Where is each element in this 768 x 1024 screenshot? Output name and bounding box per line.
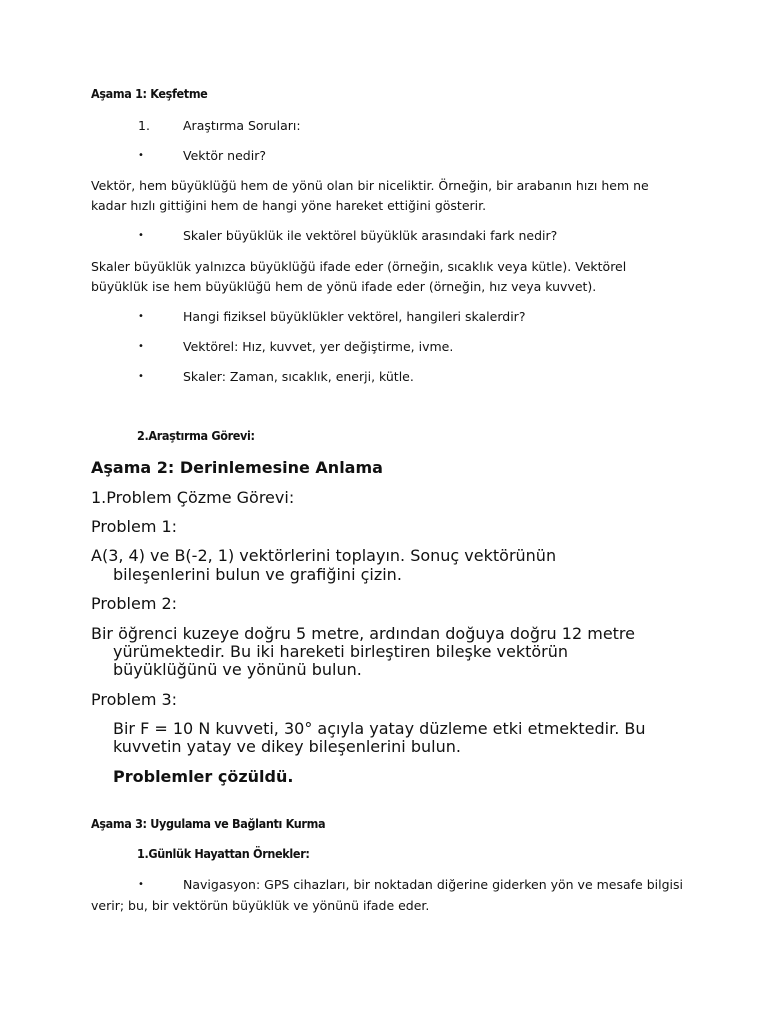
paragraph-line: Vektör, hem büyüklüğü hem de yönü olan bir niceliktir. Örneğin, bir arabanın hızı hem ne	[91, 178, 649, 193]
problem1-text-line: bileşenlerini bulun ve grafiğini çizin.	[113, 565, 402, 584]
research-questions-title: Araştırma Soruları:	[183, 118, 301, 133]
problems-solved-text: Problemler çözüldü.	[113, 767, 294, 786]
bullet-icon: •	[138, 371, 144, 382]
problem2-label: Problem 2:	[91, 594, 178, 613]
problem3-text-line: Bir F = 10 N kuvveti, 30° açıyla yatay düzleme etki etmektedir. Bu	[113, 719, 646, 738]
problem1-text-line: A(3, 4) ve B(-2, 1) vektörlerini toplayın. Sonuç vektörünün	[91, 546, 557, 565]
paragraph-line: kadar hızlı gittiğini hem de hangi yöne hareket ettiğini gösterir.	[91, 198, 487, 213]
problem1-label: Problem 1:	[91, 517, 178, 536]
section3-heading: Aşama 3: Uygulama ve Bağlantı Kurma	[91, 816, 326, 831]
bullet-item-continuation: verir; bu, bir vektörün büyüklük ve yönünü ifade eder.	[91, 898, 430, 913]
bullet-item: Hangi fiziksel büyüklükler vektörel, hangileri skalerdir?	[183, 309, 526, 324]
bullet-icon: •	[138, 230, 144, 241]
bullet-item: Vektör nedir?	[183, 148, 266, 163]
bullet-icon: •	[138, 311, 144, 322]
bullet-icon: •	[138, 150, 144, 161]
section2-heading: Aşama 2: Derinlemesine Anlama	[91, 458, 383, 477]
problem3-label: Problem 3:	[91, 690, 178, 709]
bullet-item: Navigasyon: GPS cihazları, bir noktadan diğerine giderken yön ve mesafe bilgisi	[183, 877, 683, 892]
problem2-text-line: büyüklüğünü ve yönünü bulun.	[113, 660, 362, 679]
paragraph-line: büyüklük ise hem büyüklüğü hem de yönü ifade eder (örneğin, hız veya kuvvet).	[91, 279, 597, 294]
section2-subheading: 1.Problem Çözme Görevi:	[91, 488, 295, 507]
research-task-heading: 2.Araştırma Görevi:	[137, 428, 255, 443]
paragraph-line: Skaler büyüklük yalnızca büyüklüğü ifade eder (örneğin, sıcaklık veya kütle). Vektörel	[91, 259, 627, 274]
bullet-icon: •	[138, 341, 144, 352]
bullet-item: Skaler: Zaman, sıcaklık, enerji, kütle.	[183, 369, 414, 384]
problem2-text-line: yürümektedir. Bu iki hareketi birleştiren bileşke vektörün	[113, 642, 568, 661]
bullet-icon: •	[138, 879, 144, 890]
bullet-item: Vektörel: Hız, kuvvet, yer değiştirme, ivme.	[183, 339, 454, 354]
problem2-text-line: Bir öğrenci kuzeye doğru 5 metre, ardından doğuya doğru 12 metre	[91, 624, 635, 643]
list-number: 1.	[138, 118, 150, 133]
section1-heading: Aşama 1: Keşfetme	[91, 86, 208, 101]
bullet-item: Skaler büyüklük ile vektörel büyüklük arasındaki fark nedir?	[183, 228, 558, 243]
section3-subheading: 1.Günlük Hayattan Örnekler:	[137, 846, 310, 861]
problem3-text-line: kuvvetin yatay ve dikey bileşenlerini bulun.	[113, 737, 461, 756]
